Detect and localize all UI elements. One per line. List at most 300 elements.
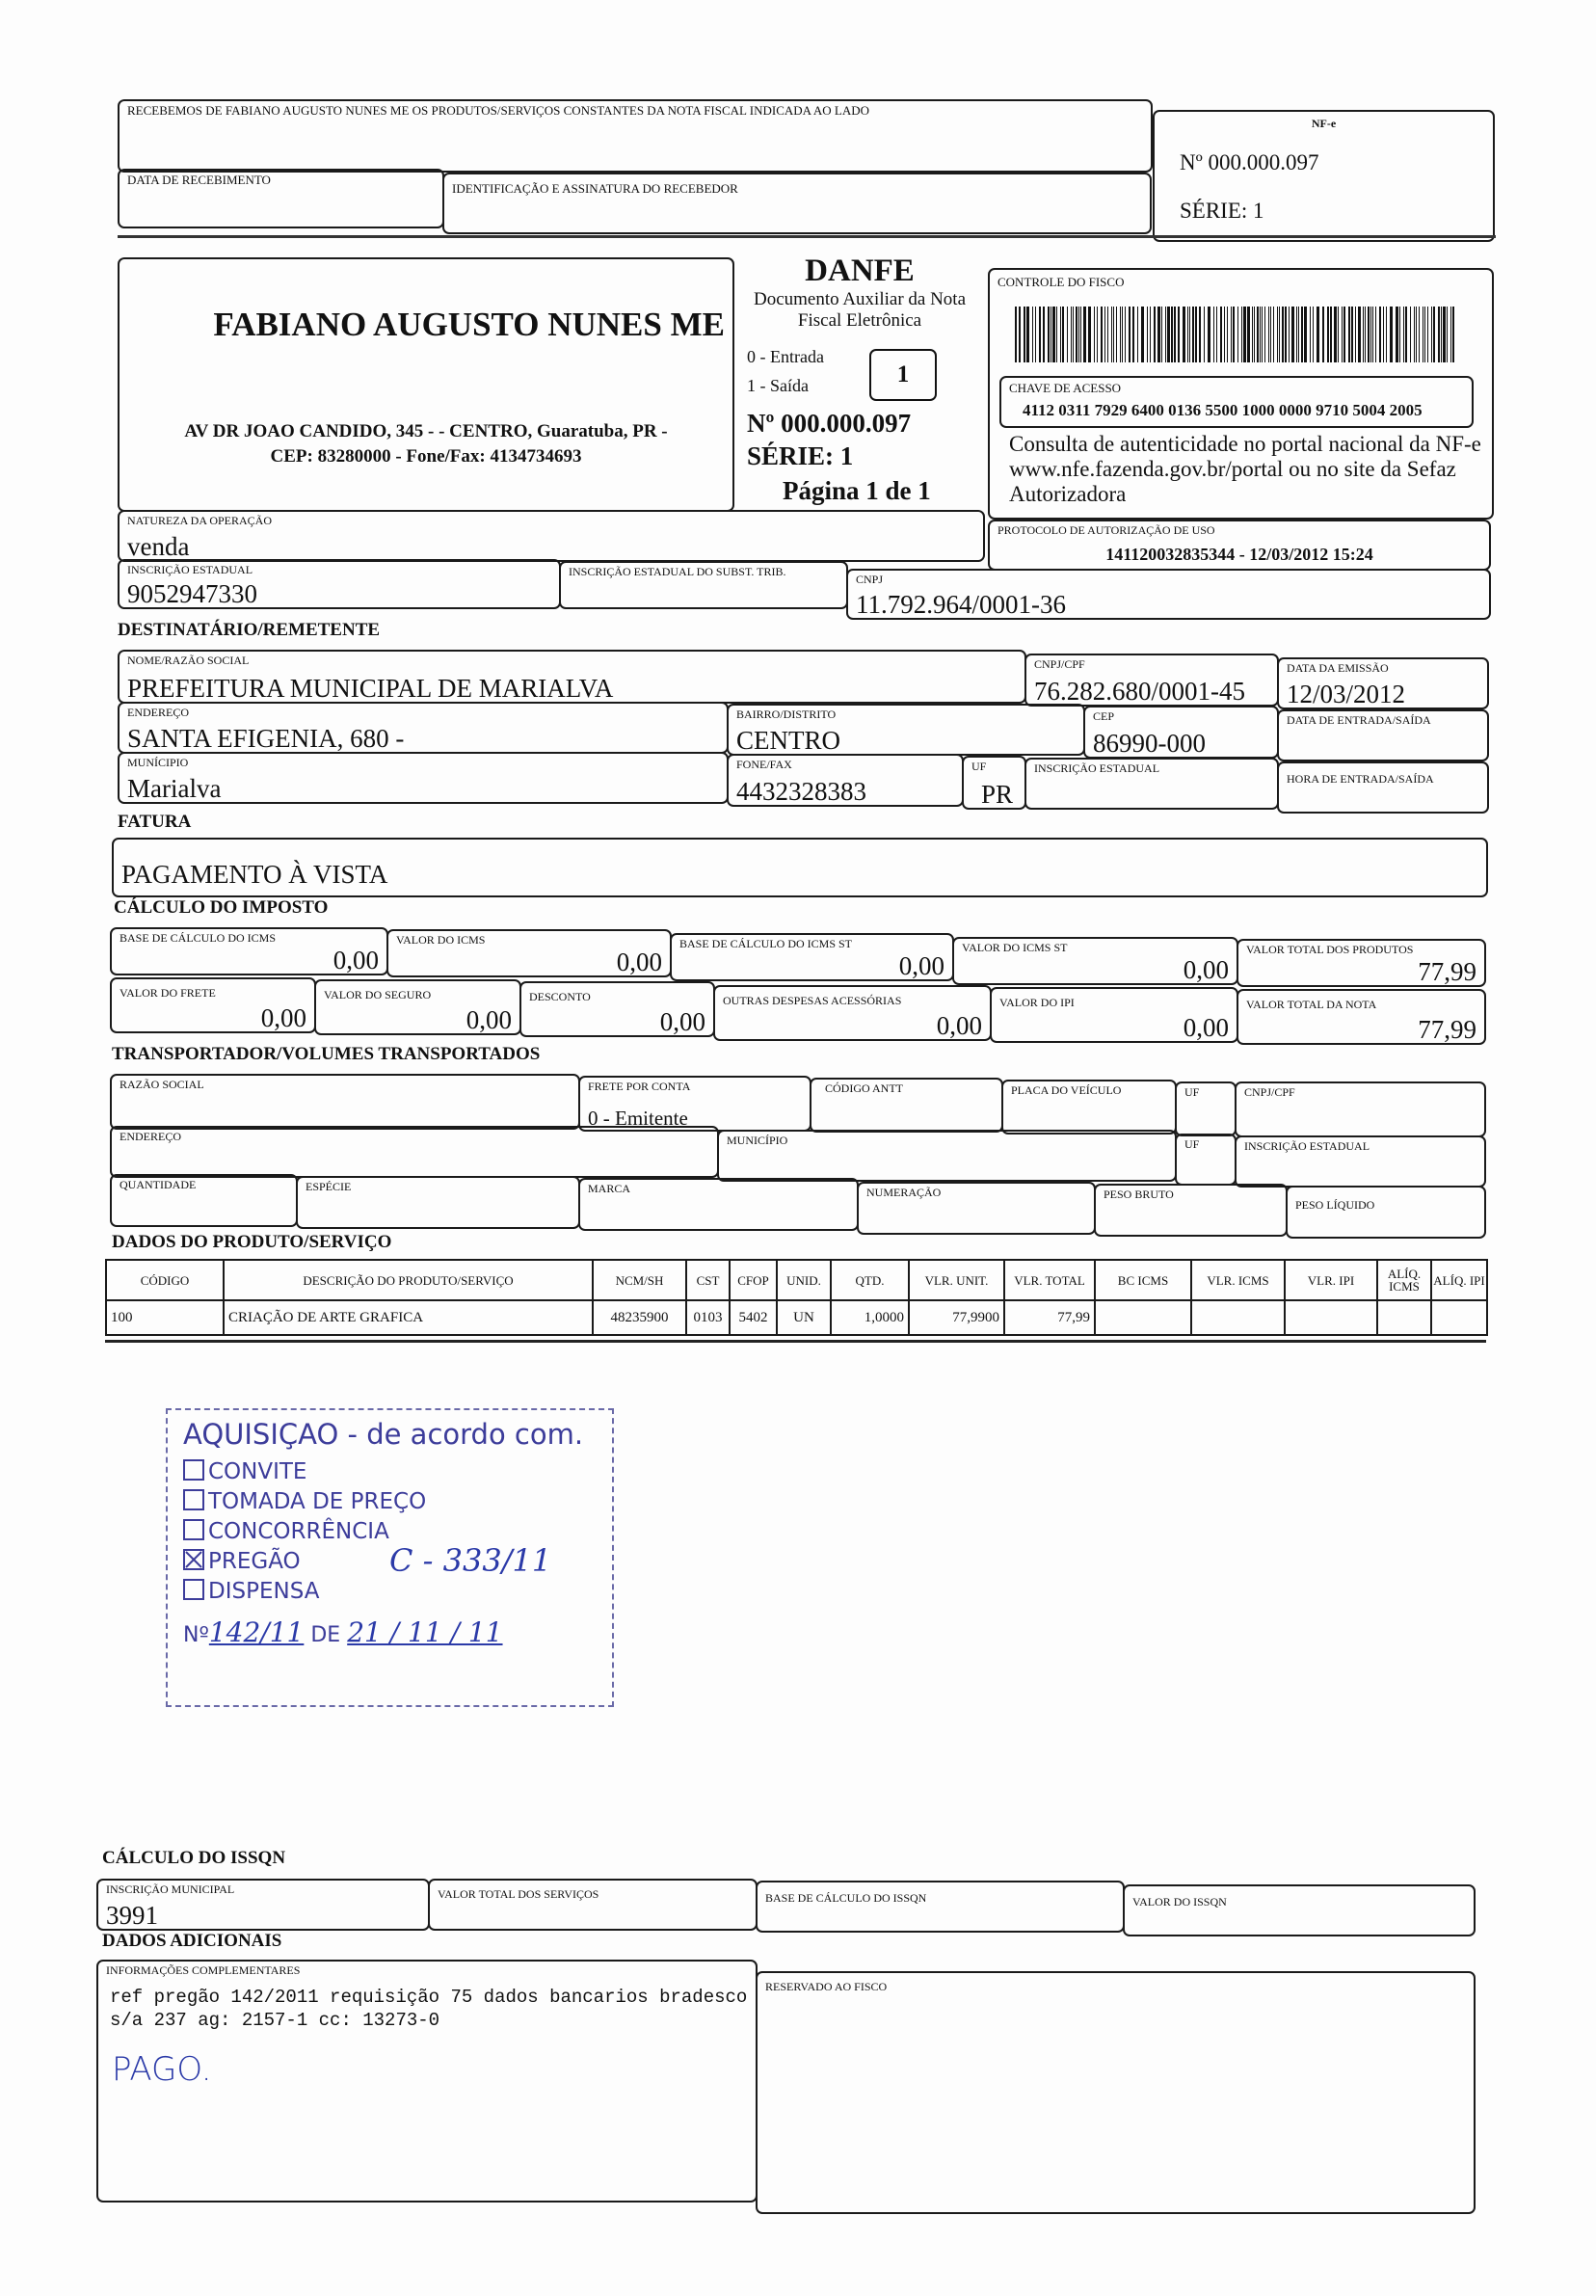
barcode-bar [1015, 307, 1017, 362]
table-header-cell: ALÍQ. ICMS [1376, 1259, 1432, 1301]
barcode-bar [1104, 307, 1105, 362]
imposto-label: DESCONTO [529, 990, 591, 1003]
table-header-cell: DESCRIÇÃO DO PRODUTO/SERVIÇO [223, 1259, 594, 1301]
chave-label: CHAVE DE ACESSO [1009, 381, 1122, 395]
barcode-bar [1137, 307, 1138, 362]
issqn-im-box [96, 1879, 430, 1931]
dest-cnpj-box [1024, 654, 1279, 707]
dest-bairro-box [727, 704, 1085, 756]
barcode-bar [1252, 307, 1253, 362]
imposto-field [952, 937, 1238, 985]
table-header-cell: NCM/SH [592, 1259, 687, 1301]
table-header-cell: CÓDIGO [105, 1259, 225, 1301]
barcode-bar [1355, 307, 1356, 362]
barcode-bar [1216, 307, 1217, 362]
barcode-bar [1088, 307, 1091, 362]
imposto-field [110, 927, 388, 975]
nfe-label: NF-e [1311, 117, 1337, 130]
imposto-label: BASE DE CÁLCULO DO ICMS ST [679, 937, 853, 950]
dest-uf: PR [981, 780, 1014, 809]
barcode-bar [1386, 307, 1387, 362]
barcode-bar [1438, 307, 1440, 362]
fatura-section: FATURA [118, 812, 192, 832]
barcode-bar [1405, 307, 1407, 362]
barcode-bar [1122, 307, 1123, 362]
imposto-value: 0,00 [260, 1003, 306, 1032]
barcode-bar [1224, 307, 1225, 362]
transp-endereco-label: ENDEREÇO [120, 1130, 181, 1143]
barcode-bar [1372, 307, 1373, 362]
imposto-value: 77,99 [1418, 1015, 1476, 1044]
issqn-im-label: INSCRIÇÃO MUNICIPAL [106, 1882, 235, 1896]
checkbox-icon [183, 1579, 204, 1600]
imposto-field [314, 979, 521, 1035]
dest-fone-label: FONE/FAX [736, 758, 792, 771]
barcode-bar [1450, 307, 1451, 362]
imposto-label: VALOR TOTAL DOS PRODUTOS [1246, 943, 1414, 956]
issqn-base-label: BASE DE CÁLCULO DO ISSQN [765, 1891, 927, 1905]
imposto-value: 0,00 [332, 946, 379, 974]
transp-antt-label: CÓDIGO ANTT [825, 1081, 903, 1095]
table-cell: 100 [105, 1299, 225, 1336]
imposto-field [713, 985, 992, 1041]
barcode-bar [1262, 307, 1263, 362]
stamp-de: DE [310, 1623, 341, 1647]
barcode-bar [1167, 307, 1170, 362]
barcode-bar [1410, 307, 1411, 362]
barcode-bar [1368, 307, 1370, 362]
barcode-bar [1301, 307, 1303, 362]
identificacao-label: IDENTIFICAÇÃO E ASSINATURA DO RECEBEDOR [452, 181, 738, 196]
transp-quantidade-label: QUANTIDADE [120, 1178, 197, 1191]
imposto-label: VALOR DO FRETE [120, 986, 216, 1000]
emitente-cep-fone: CEP: 83280000 - Fone/Fax: 4134734693 [270, 446, 582, 467]
barcode-bar [1220, 307, 1222, 362]
dest-nome: PREFEITURA MUNICIPAL DE MARIALVA [127, 674, 614, 703]
fatura-box [112, 838, 1488, 897]
barcode-bar [1039, 307, 1041, 362]
danfe-subtitle: Documento Auxiliar da Nota [753, 289, 967, 309]
table-cell [1094, 1299, 1192, 1336]
barcode-bar [1452, 307, 1454, 362]
imposto-value: 0,00 [659, 1007, 705, 1036]
barcode-bar [1208, 307, 1210, 362]
dest-ie-label: INSCRIÇÃO ESTADUAL [1034, 761, 1160, 775]
handwritten-pago: PAGO. [112, 2050, 212, 2089]
controle-fisco-label: CONTROLE DO FISCO [998, 275, 1125, 289]
transp-frete-label: FRETE POR CONTA [588, 1080, 691, 1093]
barcode-bar [1365, 307, 1366, 362]
table-cell: 48235900 [592, 1299, 687, 1336]
imposto-label: VALOR DO SEGURO [324, 988, 432, 1001]
barcode-bar [1433, 307, 1435, 362]
barcode-bar [1241, 307, 1242, 362]
natureza-value: venda [127, 532, 190, 561]
barcode-bar [1313, 307, 1314, 362]
imposto-field [1237, 989, 1486, 1045]
table-cell [1430, 1299, 1488, 1336]
imposto-label: BASE DE CÁLCULO DO ICMS [120, 931, 277, 945]
barcode-bar [1322, 307, 1324, 362]
barcode-bar [1171, 307, 1173, 362]
barcode-bar [1419, 307, 1420, 362]
emitente-box [118, 257, 734, 512]
transp-razao-box [110, 1074, 580, 1130]
table-cell: 77,99 [1003, 1299, 1096, 1336]
barcode-bar [1424, 307, 1425, 362]
adicionais-section: DADOS ADICIONAIS [102, 1931, 282, 1951]
dest-endereco-box [118, 702, 729, 754]
dest-endereco-label: ENDEREÇO [127, 706, 189, 719]
barcode-bar [1260, 307, 1261, 362]
table-header-cell: CST [685, 1259, 731, 1301]
dest-bairro-label: BAIRRO/DISTRITO [736, 707, 837, 721]
barcode-bar [1403, 307, 1404, 362]
dest-emissao-label: DATA DA EMISSÃO [1287, 661, 1389, 675]
barcode-bar [1157, 307, 1160, 362]
barcode-bar [1067, 307, 1068, 362]
barcode-bar [1237, 307, 1238, 362]
table-header-cell: VLR. IPI [1284, 1259, 1378, 1301]
stamp-title: AQUISIÇAO - de acordo com. [183, 1418, 584, 1451]
natureza-box [118, 510, 985, 562]
transp-municipio-label: MUNICÍPIO [727, 1134, 788, 1147]
barcode-bar [1327, 307, 1329, 362]
barcode-bar [1264, 307, 1265, 362]
issqn-valor-label: VALOR DO ISSQN [1132, 1895, 1227, 1909]
imposto-value: 77,99 [1418, 957, 1476, 986]
imposto-value: 0,00 [1183, 955, 1229, 984]
stamp-option-label: PREGÃO [208, 1549, 301, 1574]
transp-uf-box [1175, 1081, 1237, 1136]
barcode-bar [1227, 307, 1228, 362]
barcode-bar [1083, 307, 1086, 362]
barcode-bar [1396, 307, 1398, 362]
transp-uf2-box [1175, 1134, 1237, 1186]
danfe-numero: Nº 000.000.097 [747, 409, 912, 438]
barcode-bar [1132, 307, 1134, 362]
ie-st-label: INSCRIÇÃO ESTADUAL DO SUBST. TRIB. [569, 565, 786, 578]
transp-ie-label: INSCRIÇÃO ESTADUAL [1244, 1139, 1370, 1153]
barcode-bar [1279, 307, 1280, 362]
transp-ie-box [1235, 1135, 1486, 1188]
barcode-bar [1101, 307, 1103, 362]
barcode-bar [1447, 307, 1448, 362]
imposto-label: VALOR TOTAL DA NOTA [1246, 998, 1377, 1011]
barcode-bar [1076, 307, 1077, 362]
barcode-bar [1358, 307, 1361, 362]
barcode-bar [1317, 307, 1319, 362]
ie-st-box [559, 561, 848, 609]
barcode-bar [1060, 307, 1061, 362]
tipo-entrada: 0 - Entrada [747, 347, 824, 366]
reservado-fisco-label: RESERVADO AO FISCO [765, 1980, 888, 1993]
stamp-option [183, 1548, 301, 1575]
barcode-bar [1289, 307, 1290, 362]
barcode-bar [1116, 307, 1117, 362]
barcode-bar [1296, 307, 1297, 362]
dest-municipio: Marialva [127, 774, 222, 803]
barcode-bar [1078, 307, 1079, 362]
transp-peso-bruto-label: PESO BRUTO [1104, 1188, 1174, 1201]
transp-frete-value: 0 - Emitente [588, 1107, 688, 1130]
transp-cnpj-box [1235, 1081, 1486, 1137]
barcode-bar [1165, 307, 1166, 362]
issqn-section: CÁLCULO DO ISSQN [102, 1848, 286, 1868]
info-line-1: ref pregão 142/2011 requisição 75 dados bancarios bradesco [110, 1987, 748, 2008]
danfe-serie: SÉRIE: 1 [747, 441, 854, 470]
stamp-hand-c: C - 333/11 [389, 1542, 552, 1579]
barcode-bar [1399, 307, 1400, 362]
barcode [1015, 307, 1456, 362]
table-bottom-line [105, 1340, 1486, 1343]
stamp-option [183, 1488, 426, 1515]
transporte-section: TRANSPORTADOR/VOLUMES TRANSPORTADOS [112, 1044, 541, 1064]
barcode-bar [1019, 307, 1021, 362]
dest-cep-label: CEP [1093, 709, 1115, 723]
barcode-bar [1363, 307, 1364, 362]
stamp-numero-line [183, 1616, 503, 1652]
danfe-title: DANFE [805, 254, 915, 288]
dest-municipio-box [118, 752, 729, 804]
ie-value: 9052947330 [127, 579, 257, 608]
transp-marca-box [578, 1178, 859, 1231]
dest-cnpj-label: CNPJ/CPF [1034, 657, 1085, 671]
barcode-bar [1243, 307, 1246, 362]
dest-uf-label: UF [971, 760, 987, 773]
barcode-bar [1192, 307, 1194, 362]
reservado-fisco-box [756, 1971, 1476, 2214]
table-cell [1284, 1299, 1378, 1336]
imposto-value: 0,00 [898, 951, 944, 980]
transp-frete-box [578, 1076, 811, 1132]
barcode-bar [1268, 307, 1269, 362]
canhoto-recebemos [118, 99, 1153, 173]
barcode-bar [1080, 307, 1081, 362]
imposto-field [110, 977, 316, 1033]
table-header-cell: VLR. ICMS [1190, 1259, 1286, 1301]
barcode-bar [1174, 307, 1176, 362]
dest-nome-box [118, 650, 1026, 704]
table-cell: 5402 [729, 1299, 778, 1336]
barcode-bar [1257, 307, 1259, 362]
barcode-bar [1348, 307, 1350, 362]
stamp-hand-numero: 142/11 [208, 1616, 305, 1648]
barcode-bar [1189, 307, 1190, 362]
table-cell: 0103 [685, 1299, 731, 1336]
fatura-value: PAGAMENTO À VISTA [121, 860, 388, 889]
cnpj-label: CNPJ [856, 573, 884, 586]
protocolo-label: PROTOCOLO DE AUTORIZAÇÃO DE USO [998, 523, 1215, 537]
dest-hora-box [1277, 761, 1489, 814]
barcode-bar [1056, 307, 1057, 362]
imposto-value: 0,00 [1183, 1013, 1229, 1042]
stamp-option [183, 1518, 389, 1545]
barcode-bar [1043, 307, 1045, 362]
imposto-value: 0,00 [466, 1005, 512, 1034]
barcode-bar [1141, 307, 1144, 362]
transp-endereco-box [110, 1126, 719, 1178]
barcode-bar [1273, 307, 1274, 362]
table-cell: 77,9900 [908, 1299, 1005, 1336]
barcode-bar [1183, 307, 1185, 362]
danfe-block [734, 253, 985, 511]
barcode-bar [1431, 307, 1432, 362]
barcode-bar [1443, 307, 1446, 362]
info-complementares-box [96, 1960, 758, 2203]
barcode-bar [1026, 307, 1029, 362]
barcode-bar [1298, 307, 1299, 362]
produtos-section: DADOS DO PRODUTO/SERVIÇO [112, 1232, 392, 1252]
issqn-total-label: VALOR TOTAL DOS SERVIÇOS [438, 1887, 599, 1901]
barcode-bar [1129, 307, 1130, 362]
barcode-bar [1125, 307, 1126, 362]
ie-box [118, 559, 561, 609]
barcode-bar [1270, 307, 1271, 362]
barcode-bar [1390, 307, 1393, 362]
stamp-hand-date: 21 / 11 / 11 [347, 1616, 503, 1648]
table-header-cell: ALÍQ. IPI [1430, 1259, 1488, 1301]
barcode-bar [1052, 307, 1055, 362]
transp-numeracao-box [857, 1182, 1096, 1235]
destinatario-section: DESTINATÁRIO/REMETENTE [118, 620, 381, 640]
barcode-bar [1111, 307, 1112, 362]
imposto-field [1237, 939, 1486, 987]
imposto-value: 0,00 [616, 948, 662, 976]
table-cell [1376, 1299, 1432, 1336]
barcode-bar [1154, 307, 1156, 362]
barcode-bar [1330, 307, 1332, 362]
barcode-bar [1107, 307, 1108, 362]
dest-fone-box [727, 754, 964, 807]
stamp-option-label: CONVITE [208, 1459, 307, 1484]
cnpj-box [846, 569, 1491, 620]
barcode-bar [1334, 307, 1337, 362]
barcode-bar [1071, 307, 1072, 362]
barcode-bar [1338, 307, 1339, 362]
info-line-2: s/a 237 ag: 2157-1 cc: 13273-0 [110, 2010, 440, 2031]
cut-line [118, 235, 1496, 238]
dest-entrada-label: DATA DE ENTRADA/SAÍDA [1287, 713, 1431, 727]
transp-uf2-label: UF [1184, 1137, 1200, 1151]
transp-municipio-box [717, 1130, 1177, 1182]
barcode-bar [1094, 307, 1095, 362]
barcode-bar [1370, 307, 1371, 362]
barcode-bar [1195, 307, 1197, 362]
controle-fisco-box [988, 268, 1494, 520]
stamp-option-label: CONCORRÊNCIA [208, 1519, 389, 1544]
table-cell [1190, 1299, 1286, 1336]
danfe-pagina: Página 1 de 1 [783, 476, 931, 505]
barcode-bar [1383, 307, 1384, 362]
checkbox-icon [183, 1459, 204, 1481]
chave-acesso: 4112 0311 7929 6400 0136 5500 1000 0000 9710 5004 2005 [1023, 401, 1423, 419]
assinatura-box [442, 173, 1152, 234]
barcode-bar [1213, 307, 1214, 362]
barcode-bar [1285, 307, 1287, 362]
dest-cnpj: 76.282.680/0001-45 [1034, 677, 1245, 706]
ie-label: INSCRIÇÃO ESTADUAL [127, 563, 253, 576]
issqn-valor-box [1123, 1884, 1476, 1936]
barcode-bar [1414, 307, 1415, 362]
barcode-bar [1187, 307, 1188, 362]
barcode-bar [1375, 307, 1376, 362]
barcode-bar [1416, 307, 1417, 362]
imposto-label: VALOR DO ICMS ST [962, 941, 1068, 954]
transp-numeracao-label: NUMERAÇÃO [866, 1186, 942, 1199]
barcode-bar [1161, 307, 1162, 362]
chave-acesso-box [999, 376, 1474, 428]
stamp-option-label: DISPENSA [208, 1579, 320, 1604]
checkbox-icon [183, 1489, 204, 1510]
barcode-bar [1282, 307, 1284, 362]
issqn-total-box [428, 1879, 758, 1931]
info-complementares-label: INFORMAÇÕES COMPLEMENTARES [106, 1963, 301, 1977]
dest-bairro: CENTRO [736, 726, 840, 755]
canhoto-numero: Nº 000.000.097 [1180, 150, 1319, 174]
transp-placa-box [1001, 1080, 1177, 1135]
dest-emissao: 12/03/2012 [1287, 680, 1406, 708]
transp-peso-liquido-label: PESO LÍQUIDO [1295, 1198, 1375, 1212]
imposto-field [990, 987, 1238, 1043]
barcode-bar [1351, 307, 1353, 362]
barcode-bar [1035, 307, 1036, 362]
barcode-bar [1024, 307, 1025, 362]
transp-especie-box [296, 1176, 580, 1229]
barcode-bar [1048, 307, 1050, 362]
table-header-cell: UNID. [776, 1259, 832, 1301]
table-header-cell: VLR. UNIT. [908, 1259, 1005, 1301]
checked-checkbox-icon [183, 1549, 204, 1570]
barcode-bar [1113, 307, 1114, 362]
dest-hora-label: HORA DE ENTRADA/SAÍDA [1287, 772, 1434, 786]
stamp-option-label: TOMADA DE PREÇO [208, 1489, 427, 1514]
barcode-bar [1204, 307, 1205, 362]
barcode-bar [1277, 307, 1278, 362]
barcode-bar [1441, 307, 1442, 362]
dest-emissao-box [1277, 657, 1489, 709]
barcode-bar [1073, 307, 1074, 362]
imposto-field [386, 929, 672, 977]
dest-ie-box [1024, 758, 1279, 810]
imposto-label: VALOR DO IPI [999, 996, 1075, 1009]
barcode-bar [1343, 307, 1345, 362]
imposto-field [519, 981, 715, 1037]
data-recebimento-box [118, 169, 444, 228]
barcode-bar [1310, 307, 1311, 362]
transp-uf-label: UF [1184, 1085, 1200, 1099]
dest-nome-label: NOME/RAZÃO SOCIAL [127, 654, 250, 667]
barcode-bar [1233, 307, 1235, 362]
barcode-bar [1427, 307, 1428, 362]
barcode-bar [1147, 307, 1148, 362]
transp-especie-label: ESPÉCIE [306, 1180, 352, 1193]
barcode-bar [1120, 307, 1121, 362]
protocolo-value: 141120032835344 - 12/03/2012 15:24 [1105, 545, 1373, 564]
dest-municipio-label: MUNÍCIPIO [127, 756, 189, 769]
barcode-bar [1062, 307, 1064, 362]
dest-endereco: SANTA EFIGENIA, 680 - [127, 724, 405, 753]
barcode-bar [1254, 307, 1255, 362]
transp-antt-box [810, 1078, 1003, 1133]
issqn-im: 3991 [106, 1901, 158, 1930]
barcode-bar [1379, 307, 1381, 362]
dest-uf-box [962, 756, 1026, 810]
transp-marca-label: MARCA [588, 1182, 631, 1195]
recebemos-text: RECEBEMOS DE FABIANO AUGUSTO NUNES ME OS PRODUTOS/SERVIÇOS CONSTANTES DA NOTA FISCAL INDICADA AO LADO [127, 103, 869, 118]
transp-placa-label: PLACA DO VEÍCULO [1011, 1083, 1122, 1097]
table-cell: UN [776, 1299, 832, 1336]
